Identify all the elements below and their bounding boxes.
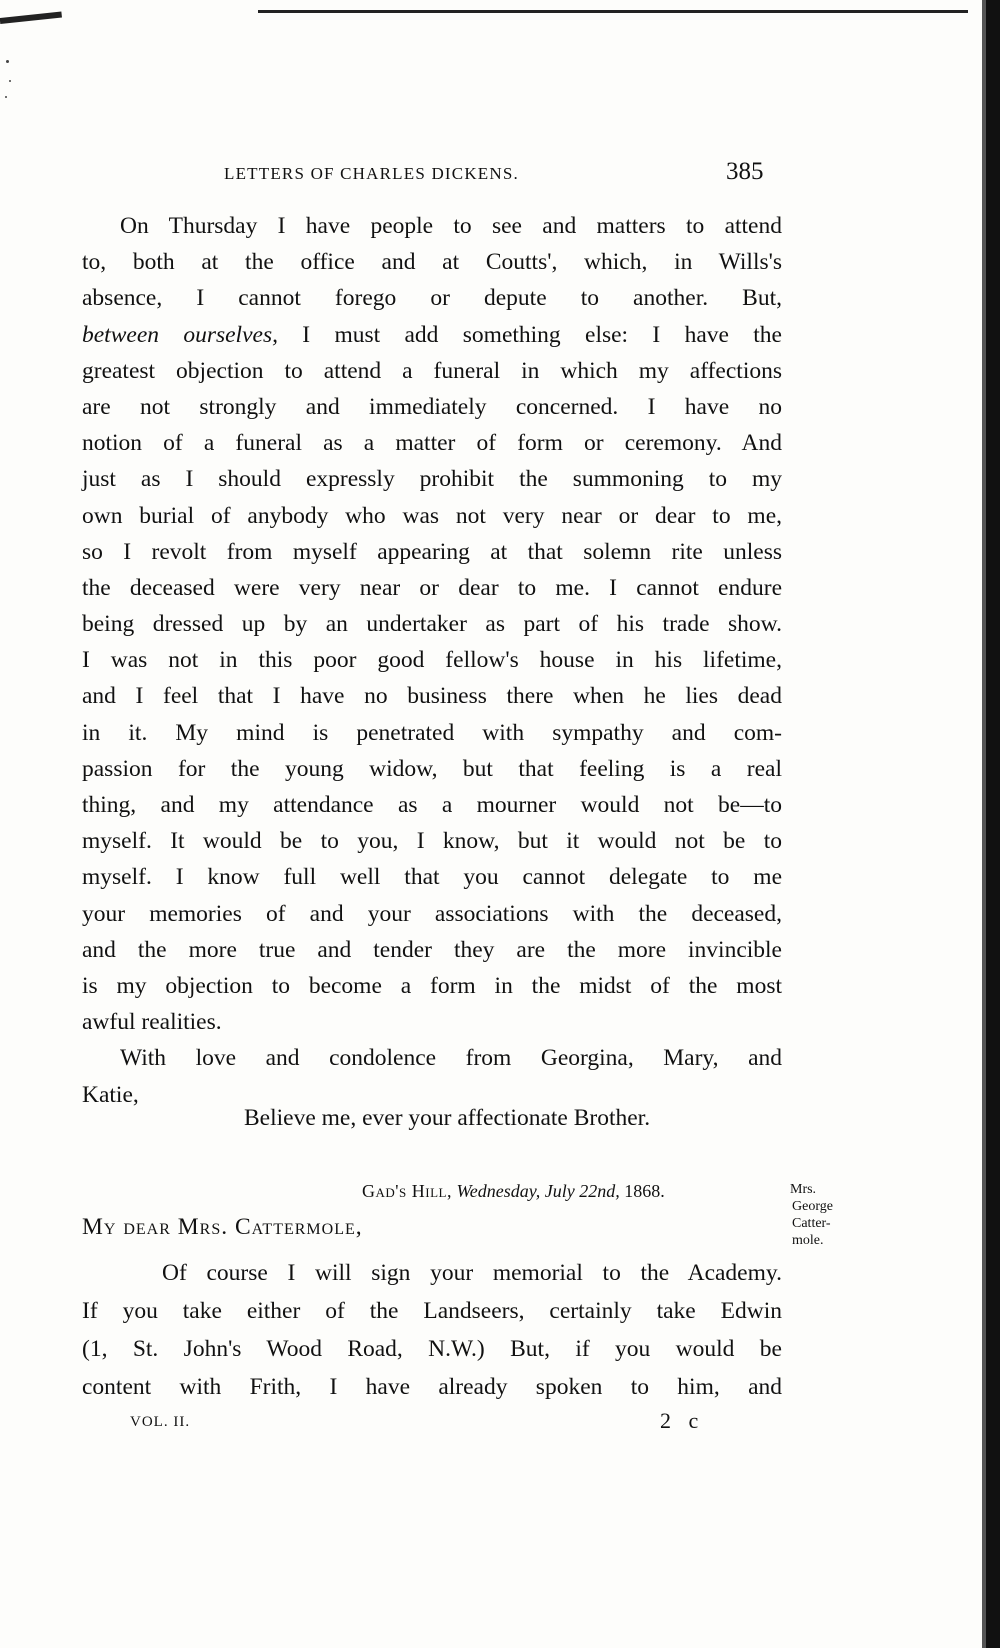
sidenote-line: mole. (792, 1233, 824, 1248)
scan-edge-corner (0, 12, 62, 24)
letter-year: 1868. (624, 1181, 665, 1201)
text-line: notion of a funeral as a matter of form or ceremony. And (82, 430, 782, 457)
text-fragment: I must add something else: I have the (277, 321, 782, 348)
text-line: content with Frith, I have already spoken to him, and (82, 1374, 782, 1400)
text-line: On Thursday I have people to see and matters to attend (120, 213, 782, 239)
text-line: and the more true and tender they are the more invincible (82, 936, 782, 963)
text-line: I was not in this poor good fellow's house in his lifetime, (82, 647, 782, 674)
text-line: is my objection to become a form in the midst of the most (82, 972, 782, 999)
page-header (0, 160, 1000, 190)
text-line: the deceased were very near or dear to me. I cannot endure (82, 574, 782, 601)
letter-dateline (362, 1181, 665, 1202)
running-title: LETTERS OF CHARLES DICKENS. (224, 164, 519, 183)
text-line: myself. I know full well that you cannot delegate to me (82, 864, 782, 891)
text-line: being dressed up by an undertaker as part of his trade show. (82, 611, 782, 638)
scan-edge-top (258, 10, 968, 13)
text-line: passion for the young widow, but that feeling is a real (82, 755, 782, 782)
volume-label: VOL. II. (130, 1414, 191, 1430)
letter-date: Wednesday, July 22nd, (456, 1181, 620, 1201)
page-footer (0, 1408, 1000, 1438)
scan-speck (5, 96, 7, 98)
text-line: to, both at the office and at Coutts', which, in Wills's (82, 249, 782, 276)
text-line: own burial of anybody who was not very near or dear to me, (82, 502, 782, 529)
text-line: just as I should expressly prohibit the summoning to my (82, 466, 782, 493)
text-line: greatest objection to attend a funeral in which my affections (82, 357, 782, 384)
letter-place: Gad's Hill, (362, 1181, 452, 1201)
italic-phrase: between ourselves, (82, 321, 278, 348)
scan-speck (6, 60, 9, 63)
scan-speck (9, 80, 11, 82)
text-line: myself. It would be to you, I know, but it would not be to (82, 828, 782, 855)
printer-signature: 2 c (660, 1408, 705, 1433)
letter-body (82, 208, 782, 1113)
text-line: awful realities. (82, 1009, 222, 1036)
sidenote-line: Catter- (792, 1216, 831, 1231)
text-line: so I revolt from myself appearing at that solemn rite unless (82, 538, 782, 565)
text-line: If you take either of the Landseers, certainly take Edwin (82, 1298, 782, 1324)
text-line: Katie, (82, 1081, 139, 1108)
text-line: are not strongly and immediately concerned. I have no (82, 393, 782, 420)
text-line: Of course I will sign your memorial to the Academy. (162, 1260, 782, 1286)
letter-body-2 (82, 1254, 782, 1406)
scan-edge-right-shadow (982, 0, 986, 1648)
text-line: absence, I cannot forego or depute to another. But, (82, 285, 782, 312)
text-line: (1, St. John's Wood Road, N.W.) But, if you would be (82, 1336, 782, 1362)
text-line: With love and condolence from Georgina, Mary, and (120, 1045, 782, 1072)
scan-edge-right (986, 0, 1000, 1648)
text-line: and I feel that I have no business there when he lies dead (82, 683, 782, 710)
recipient-sidenote (790, 1181, 870, 1249)
text-line: thing, and my attendance as a mourner would not be—to (82, 792, 782, 818)
page-number: 385 (726, 158, 764, 185)
sidenote-line: George (792, 1199, 833, 1214)
text-line (82, 317, 782, 353)
sidenote-line: Mrs. (790, 1182, 817, 1197)
text-line: your memories of and your associations with the deceased, (82, 900, 782, 927)
letter-salutation: My dear Mrs. Cattermole, (82, 1214, 363, 1240)
letter-closing: Believe me, ever your affectionate Brother. (244, 1105, 651, 1131)
text-line: in it. My mind is penetrated with sympathy and com- (82, 719, 782, 746)
